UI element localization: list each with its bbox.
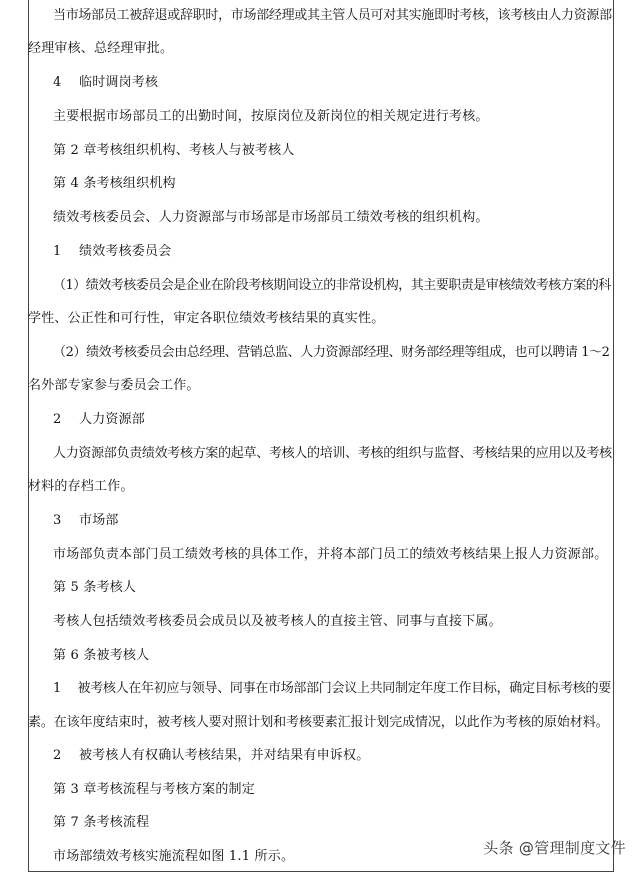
paragraph-line: 人力资源部负责绩效考核方案的起草、考核人的培训、考核的组织与监督、考核结果的应用以及考核 [53,446,612,461]
paragraph-line: 主要根据市场部员工的出勤时间，按原岗位及新岗位的相关规定进行考核。 [53,109,489,124]
section-heading: 4 临时调岗考核 [53,75,159,90]
article-heading: 第 5 条考核人 [53,580,137,595]
section-heading: 1 绩效考核委员会 [53,244,172,259]
paragraph-line: 名外部专家参与委员会工作。 [28,378,200,393]
paragraph-line: 学性、公正性和可行性，审定各职位绩效考核结果的真实性。 [28,311,385,326]
article-heading: 第 7 条考核流程 [53,815,150,830]
paragraph-line: 素。在该年度结束时，被考核人要对照计划和考核要素汇报计划完成情况，以此作为考核的原始材料。 [28,715,609,730]
chapter-heading: 第 2 章考核组织机构、考核人与被考核人 [53,143,295,158]
paragraph-line: 市场部绩效考核实施流程如图 1.1 所示。 [53,849,295,864]
paragraph-line: 绩效考核委员会、人力资源部与市场部是市场部员工绩效考核的组织机构。 [53,210,489,225]
article-heading: 第 6 条被考核人 [53,648,150,663]
article-heading: 第 4 条考核组织机构 [53,176,176,191]
page-frame [28,0,614,872]
paragraph-line: 2 被考核人有权确认考核结果，并对结果有申诉权。 [53,748,370,763]
paragraph-line: （1）绩效考核委员会是企业在阶段考核期间设立的非常设机构，其主要职责是审核绩效考核方案的科 [53,278,611,293]
paragraph-line: 当市场部员工被辞退或辞职时，市场部经理或其主管人员可对其实施即时考核，该考核由人力资源部 [53,8,612,23]
paragraph-line: 考核人包括绩效考核委员会成员以及被考核人的直接主管、同事与直接下属。 [53,614,502,629]
section-heading: 2 人力资源部 [53,412,146,427]
chapter-heading: 第 3 章考核流程与考核方案的制定 [53,782,255,797]
paragraph-line: 市场部负责本部门员工绩效考核的具体工作，并将本部门员工的绩效考核结果上报人力资源部。 [53,547,608,562]
paragraph-line: （2）绩效考核委员会由总经理、营销总监、人力资源部经理、财务部经理等组成，也可以聘请 1～2 [53,345,610,360]
watermark: 头条 @管理制度文件 [483,839,626,857]
paragraph-line: 1 被考核人在年初应与领导、同事在市场部部门会议上共同制定年度工作目标，确定目标考核的要 [53,681,611,696]
paragraph-line: 材料的存档工作。 [28,479,134,494]
paragraph-line: 经理审核、总经理审批。 [28,41,174,56]
section-heading: 3 市场部 [53,513,119,528]
